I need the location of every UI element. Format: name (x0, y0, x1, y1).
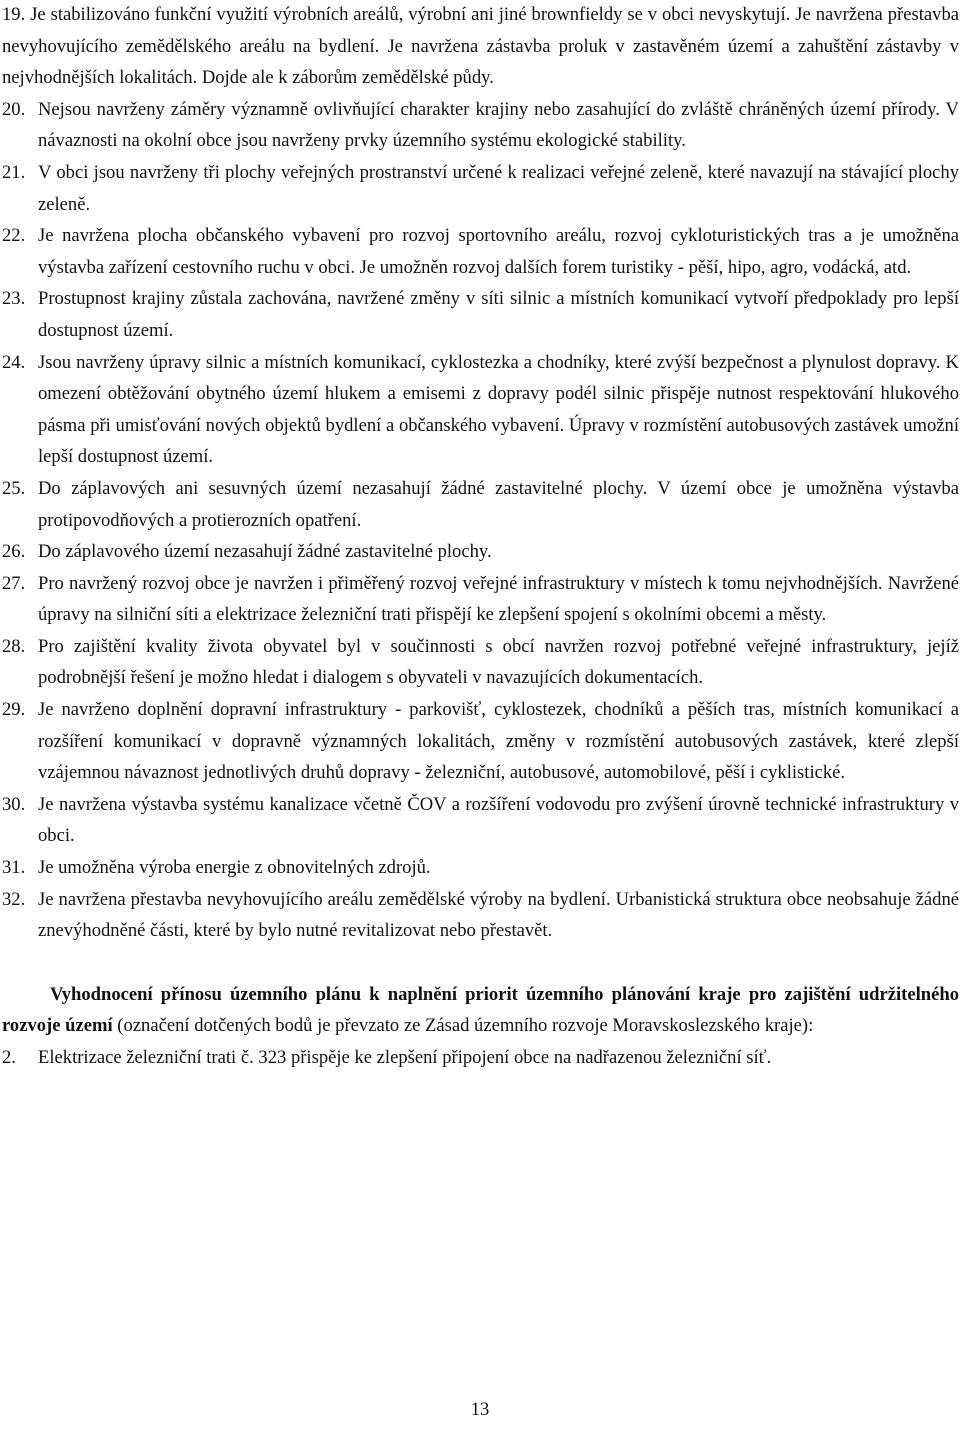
list-item-number: 30. (2, 793, 26, 815)
section-heading-bold: Vyhodnocení přínosu územního plánu k naplnění priorit územního plánování kraje pro zajištění udržitelného rozvoje území (2, 983, 959, 1037)
list-item-text: Je navržena plocha občanského vybavení pro rozvoj sportovního areálu, rozvoj cykloturistických tras a je umožněna výstavba zařízení cestovního ruchu v obci. Je umožněn rozvoj dalších forem turistiky - pěší, hipo, agro, vodácká, atd. (38, 225, 959, 278)
list-item-22 (2, 220, 959, 283)
list-item-number: 19. (2, 4, 26, 25)
list-item-24 (2, 347, 959, 473)
list-item-text: 19. Je stabilizováno funkční využití výrobních areálů, výrobní ani jiné brownfieldy se v obci nevyskytují. Je navržena přestavba nevyhovujícího zemědělského areálu na bydlení. Je navržena zástavba proluk v zastavěném území a zahuštění zástavby v nejvhodnějších lokalitách. Dojde ale k záborům zemědělské půdy. (2, 4, 959, 89)
list-item-text: Nejsou navrženy záměry významně ovlivňující charakter krajiny nebo zasahující do zvláště chráněných území přírody. V návaznosti na okolní obce jsou navrženy prvky územního systému ekologické stability. (38, 98, 959, 152)
list-item-number: 26. (2, 541, 26, 563)
list-item-number: 32. (2, 888, 26, 910)
list-item-32 (2, 884, 959, 947)
section-heading-note: (označení dotčených bodů je převzato ze Zásad územního rozvoje Moravskoslezského kraje): (112, 1015, 814, 1037)
list-item-number: 24. (2, 351, 26, 373)
list-item-number: 28. (2, 635, 26, 657)
list-item-number: 25. (2, 477, 26, 499)
list-item-number: 29. (2, 699, 26, 721)
list-item-23 (2, 283, 959, 346)
list-item-number: 27. (2, 572, 26, 594)
list-item-number: 21. (2, 161, 26, 183)
section-heading-paragraph (2, 979, 959, 1042)
list-item-27 (2, 568, 959, 631)
list-item-30 (2, 789, 959, 852)
list-item-number: 31. (2, 857, 26, 879)
list-item-text: Je navrženo doplnění dopravní infrastruktury - parkovišť, cyklostezek, chodníků a pěších tras, místních komunikací a rozšíření komunikací v dopravně významných lokalitách, změny v rozmístění autobusových zastávek, které zlepší vzájemnou návaznost jednotlivých druhů dopravy - železniční, autobusové, automobilové, pěší i cyklistické. (38, 699, 959, 784)
list-item-text: Je navržena výstavba systému kanalizace včetně ČOV a rozšíření vodovodu pro zvýšení úrovně technické infrastruktury v obci. (38, 793, 959, 847)
list-item-text: Do záplavových ani sesuvných území nezasahují žádné zastavitelné plochy. V území obce je umožněna výstavba protipovodňových a protierozních opatření. (38, 477, 959, 531)
list-item-19 (2, 0, 959, 94)
list-item-25 (2, 473, 959, 536)
list-item-text: Jsou navrženy úpravy silnic a místních komunikací, cyklostezka a chodníky, které zvýší bezpečnost a plynulost dopravy. K omezení obtěžování obytného území hlukem a emisemi z dopravy podél silnic přispěje nutnost respektování hlukového pásma při umisťování nových objektů bydlení a občanského vybavení. Úpravy v rozmístění autobusových zastávek umožní lepší dostupnost území. (38, 351, 959, 468)
document-page (2, 0, 959, 1074)
list-item-text: Je navržena přestavba nevyhovujícího areálu zemědělské výroby na bydlení. Urbanistická struktura obce neobsahuje žádné znevýhodněné části, které by bylo nutné revitalizovat nebo přestavět. (38, 888, 959, 942)
list-item-2 (2, 1042, 959, 1074)
page-number: 13 (470, 1399, 490, 1420)
list-item-number: 2. (2, 1047, 16, 1068)
list-item-29 (2, 694, 959, 789)
list-item-text: Pro navržený rozvoj obce je navržen i přiměřený rozvoj veřejné infrastruktury v místech k tomu nejvhodnějších. Navržené úpravy na silniční síti a elektrizace železniční trati přispějí ke zlepšení spojení s okolními obcemi a městy. (38, 572, 959, 626)
list-item-text: V obci jsou navrženy tři plochy veřejných prostranství určené k realizaci veřejné zeleně, které navazují na stávající plochy zeleně. (38, 161, 959, 215)
list-item-number: 23. (2, 288, 26, 310)
list-item-number: 22. (2, 225, 26, 247)
list-item-20 (2, 94, 959, 157)
list-item-28 (2, 631, 959, 694)
list-item-26 (2, 536, 959, 568)
list-item-31 (2, 852, 959, 884)
list-item-text: Je umožněna výroba energie z obnovitelných zdrojů. (38, 857, 431, 879)
list-item-text: Prostupnost krajiny zůstala zachována, navržené změny v síti silnic a místních komunikací vytvoří předpoklady pro lepší dostupnost území. (38, 288, 959, 341)
list-item-number: 20. (2, 98, 26, 120)
list-item-text: Elektrizace železniční trati č. 323 přispěje ke zlepšení připojení obce na nadřazenou železniční síť. (38, 1047, 772, 1068)
list-item-text: Do záplavového území nezasahují žádné zastavitelné plochy. (38, 541, 492, 563)
list-item-21 (2, 157, 959, 220)
list-item-text: Pro zajištění kvality života obyvatel byl v součinnosti s obcí navržen rozvoj potřebné veřejné infrastruktury, jejíž podrobnější řešení je možno hledat i dialogem s obyvateli v navazujících dokumentacích. (38, 635, 959, 689)
